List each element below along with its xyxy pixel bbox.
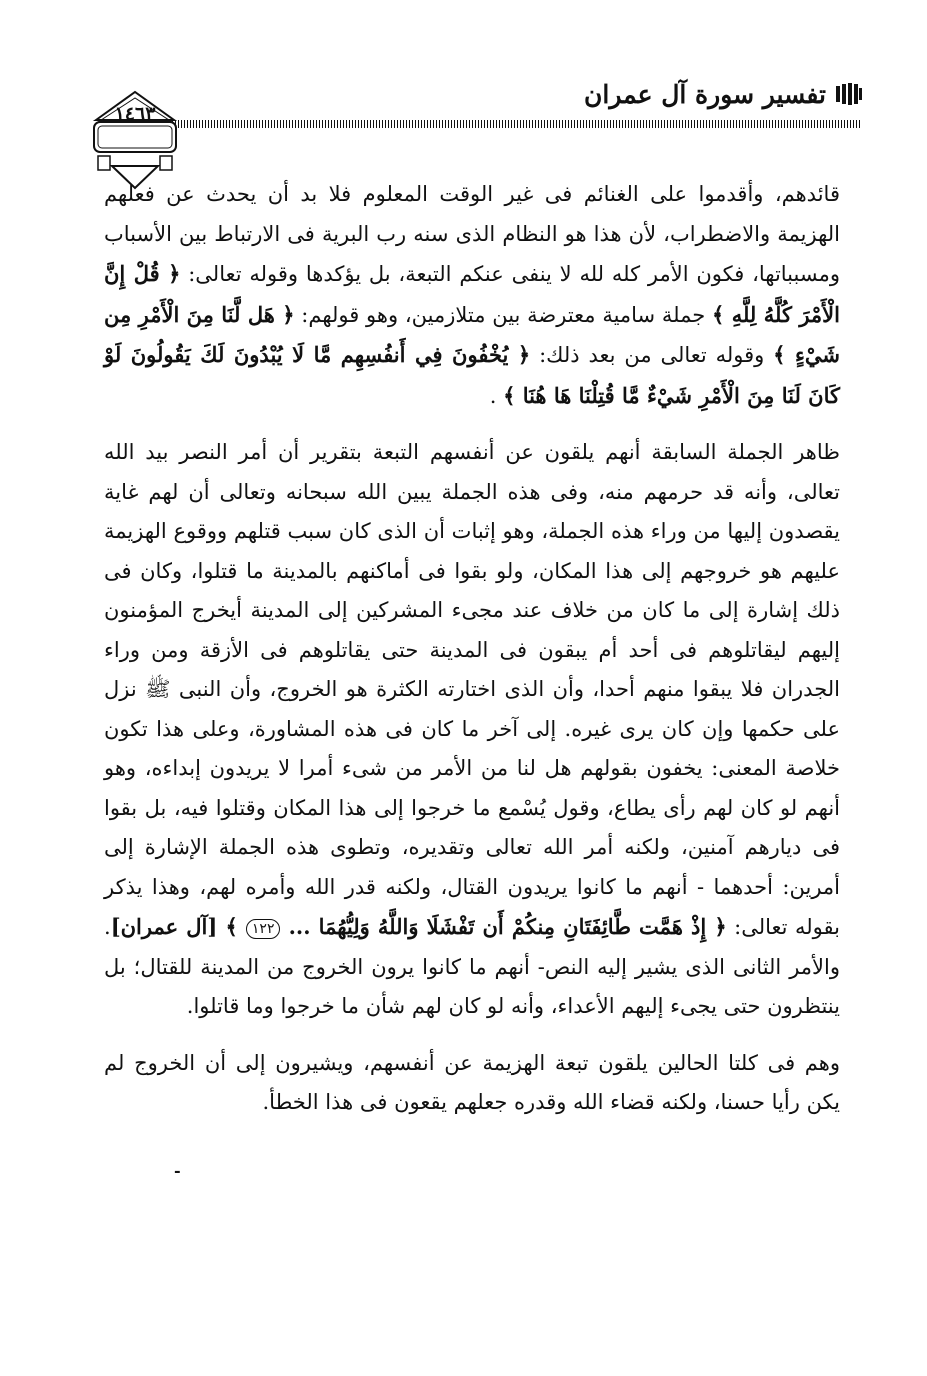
paragraph-2: [104, 433, 840, 1027]
body-text: قائدهم، وأقدموا على الغنائم فى غير الوقت المعلوم فلا بد أن يحدث عن فعلهم الهزيمة والاضطراب، لأن هذا هو النظام الذى سنه رب البرية فى الارتباط بين الأسباب ومسبباتها، فكون الأمر كله لله لا ينفى عنكم التبعة، بل يؤكدها وقوله تعالى:: [104, 182, 840, 286]
running-title: تفسير سورة آل عمران: [584, 79, 826, 109]
ornament-icon: [836, 83, 862, 105]
page-body: [104, 175, 840, 1123]
quran-quote: هَل لَّنَا مِنَ الْأَمْرِ مِن شَيْءٍ: [104, 301, 840, 367]
quran-bracket-close: ﴾: [712, 301, 725, 327]
quran-bracket-open: ﴿: [282, 301, 295, 327]
stray-mark: -: [174, 1161, 181, 1180]
header-title-group: [584, 74, 862, 114]
body-text: وقوله تعالى من بعد ذلك:: [530, 343, 774, 367]
body-text: وهم فى كلتا الحالين يلقون تبعة الهزيمة عن أنفسهم، ويشيرون إلى أن الخروج لم يكن رأيا حسنا، ولكنه قضاء الله وقدره جعلهم يقعون فى هذا الخطأ.: [104, 1050, 840, 1114]
quran-bracket-open: ﴿: [714, 914, 727, 939]
quran-bracket-open: ﴿: [168, 261, 181, 286]
quran-quote: يُخْفُونَ فِي أَنفُسِهِم مَّا لَا يُبْدُونَ لَكَ يَقُولُونَ لَوْ كَانَ لَنَا مِنَ الْأَمْرِ شَيْءٌ مَّا قُتِلْنَا هَا هُنَا: [104, 342, 840, 408]
body-text: .: [489, 383, 504, 408]
quran-bracket-close: ﴾: [225, 914, 246, 939]
page-number: ١٤٦٣: [114, 103, 156, 125]
quran-quote: إِذْ هَمَّت طَّائِفَتَانِ مِنكُمْ أَن تَفْشَلَا وَاللَّهُ وَلِيُّهُمَا ...: [280, 914, 715, 939]
quran-bracket-open: ﴿: [517, 342, 531, 367]
quran-bracket-close: ﴾: [773, 342, 786, 367]
header-rule: [172, 120, 862, 128]
body-text: جملة سامية معترضة بين متلازمين، وهو قولهم:: [294, 302, 713, 327]
surah-reference: [آل عمران]: [110, 914, 226, 939]
quran-quote: قُلْ إِنَّ الْأَمْرَ كُلَّهُ لِلَّهِ: [104, 261, 840, 327]
ayah-number-badge: ١٢٢: [246, 919, 281, 939]
paragraph-1: [104, 175, 840, 416]
paragraph-3: [104, 1044, 840, 1123]
quran-bracket-close: ﴾: [503, 382, 516, 408]
page-header: [90, 62, 862, 162]
body-text: ظاهر الجملة السابقة أنهم يلقون عن أنفسهم التبعة بتقرير أن أمر النصر بيد الله تعالى، وأنه قد حرمهم منه، وفى هذه الجملة يبين الله سبحانه وتعالى أن لهم غاية يقصدون إليها من وراء هذه الجملة، وهو إثبات أن الذى كان سبب قتلهم ووقوع الهزيمة عليهم هو خروجهم إلى هذا المكان، ولو بقوا فى أماكنهم بالمدينة ما قتلوا، وكان فى ذلك إشارة إلى ما كان من خلاف عند مجىء المشركين إلى المدينة أيخرج المؤمنون إليهم ليقاتلوهم فى أحد أم يبقون فى المدينة حتى يقاتلوهم فى الأزقة ومن وراء الجدران فلا يبقوا منهم أحدا، وأن الذى اختارته الكثرة هو الخروج، وأن النبى ﷺ نزل على حكمها وإن كان يرى غيره. إلى آخر ما كان فى هذه المشاورة، وعلى هذا تكون خلاصة المعنى: يخفون بقولهم هل لنا من الأمر من شىء أمرا لا يريدون إبداءه، وهو أنهم لو كان لهم رأى يطاع، وقول يُسْمع ما خرجوا إلى هذا المكان وقتلوا فيه، بل بقوا فى ديارهم آمنين، ولكنه أمر الله تعالى وتقديره، وتطوى هذه الجملة الإشارة إلى أمرين: أحدهما - أنهم ما كانوا يريدون القتال، ولكنه قدر الله وأمره لهم، وهذا يذكر بقوله تعالى:: [104, 440, 840, 939]
body-text: . والأمر الثانى الذى يشير إليه النص- أنهم ما كانوا يرون الخروج من المدينة للقتال؛ بل ينتظرون حتى يجىء إليهم الأعداء، وأنه لو كان لهم شأن ما خرجوا وما قاتلوا.: [104, 915, 840, 1018]
